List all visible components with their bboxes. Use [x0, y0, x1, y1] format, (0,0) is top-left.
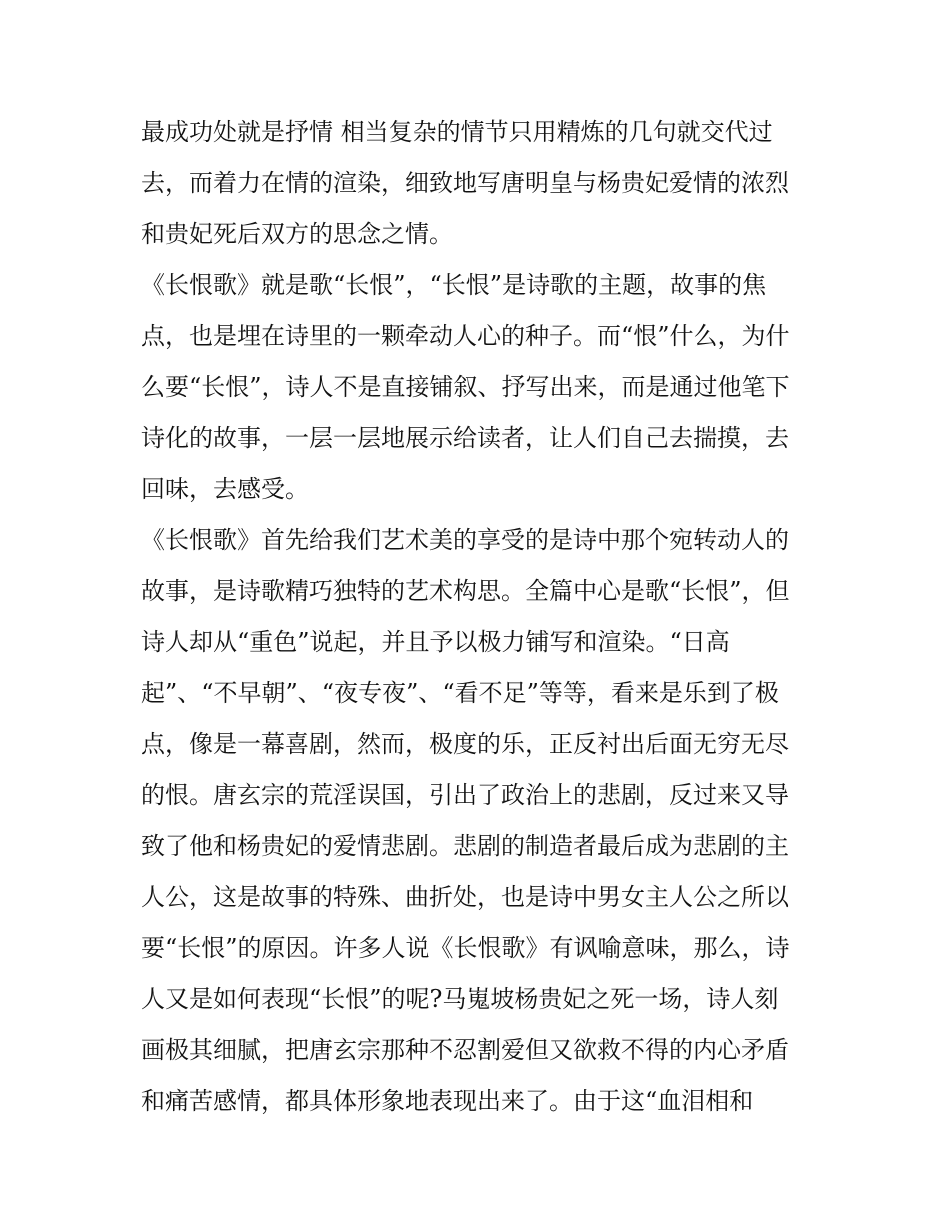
- text-line: 人公，这是故事的特殊、曲折处，也是诗中男女主人公之所以: [141, 883, 789, 911]
- text-line: 诗化的故事，一层一层地展示给读者，让人们自己去揣摸，去: [141, 424, 789, 452]
- text-line: 和贵妃死后双方的思念之情。: [141, 220, 453, 248]
- body-text: [141, 107, 821, 1127]
- text-line: 人又是如何表现“长恨”的呢?马嵬坡杨贵妃之死一场，诗人刻: [141, 985, 779, 1013]
- text-line: 点，也是埋在诗里的一颗牵动人心的种子。而“恨”什么，为什: [141, 322, 790, 350]
- text-line: 要“长恨”的原因。许多人说《长恨歌》有讽喻意味，那么，诗: [141, 934, 790, 962]
- text-line: 起”、“不早朝”、“夜专夜”、“看不足”等等，看来是乐到了极: [141, 679, 779, 707]
- text-line: 最成功处就是抒情 相当复杂的情节只用精炼的几句就交代过: [141, 118, 773, 146]
- text-line: 诗人却从“重色”说起，并且予以极力铺写和渲染。“日高: [141, 628, 730, 656]
- text-line: 《长恨歌》首先给我们艺术美的享受的是诗中那个宛转动人的: [141, 526, 789, 554]
- text-line: 故事，是诗歌精巧独特的艺术构思。全篇中心是歌“长恨”，但: [141, 577, 790, 605]
- text-line: 回味，去感受。: [141, 475, 309, 503]
- text-line: 《长恨歌》就是歌“长恨”，“长恨”是诗歌的主题，故事的焦: [141, 271, 767, 299]
- text-line: 的恨。唐玄宗的荒淫误国，引出了政治上的悲剧，反过来又导: [141, 781, 789, 809]
- text-line: 点，像是一幕喜剧，然而，极度的乐，正反衬出后面无穷无尽: [141, 730, 789, 758]
- text-line: 致了他和杨贵妃的爱情悲剧。悲剧的制造者最后成为悲剧的主: [141, 832, 789, 860]
- text-line: 和痛苦感情，都具体形象地表现出来了。由于这“血泪相和: [141, 1087, 754, 1115]
- text-line: 么要“长恨”，诗人不是直接铺叙、抒写出来，而是通过他笔下: [141, 373, 790, 401]
- text-line: 去，而着力在情的渲染，细致地写唐明皇与杨贵妃爱情的浓烈: [141, 169, 789, 197]
- text-line: 画极其细腻，把唐玄宗那种不忍割爱但又欲救不得的内心矛盾: [141, 1036, 789, 1064]
